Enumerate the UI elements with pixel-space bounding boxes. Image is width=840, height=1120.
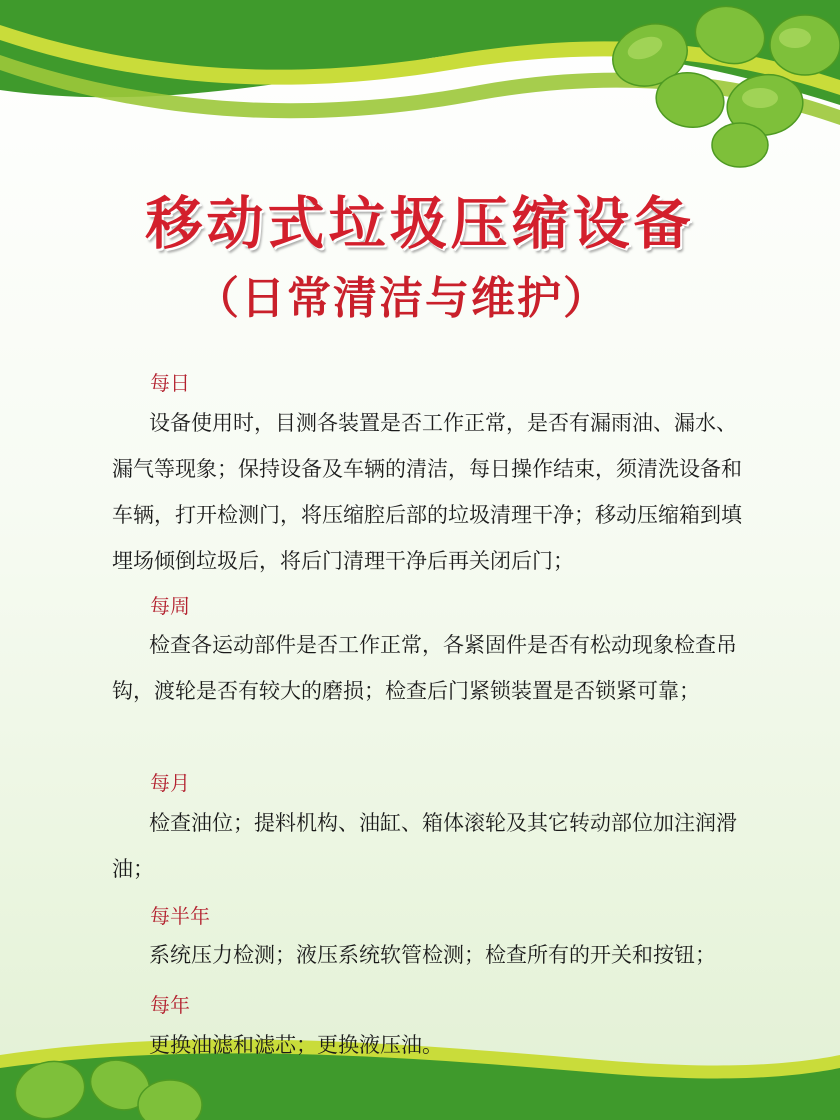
section-body-monthly: 检查油位；提料机构、油缸、箱体滚轮及其它转动部位加注润滑油； xyxy=(112,811,737,881)
section-body-yearly: 更换油滤和滤芯；更换液压油。 xyxy=(149,1033,443,1057)
section-heading-weekly: 每周 xyxy=(150,594,190,618)
page-title: 移动式垃圾压缩设备 xyxy=(145,191,695,257)
section-heading-daily: 每日 xyxy=(150,371,190,395)
section-heading-monthly: 每月 xyxy=(150,771,190,795)
section-body-semiannual: 系统压力检测；液压系统软管检测；检查所有的开关和按钮； xyxy=(149,943,716,967)
leaves-top-right-icon xyxy=(590,0,840,170)
section-body-daily: 设备使用时，目测各装置是否工作正常，是否有漏雨油、漏水、漏气等现象；保持设备及车辆的清洁，每日操作结束，须清洗设备和车辆，打开检测门，将压缩腔后部的垃圾清理干净；移动压缩箱到填埋场倾倒垃圾后，将后门清理干净后再关闭后门； xyxy=(112,411,742,573)
page-subtitle: （日常清洁与维护） xyxy=(195,273,609,324)
section-heading-yearly: 每年 xyxy=(150,993,190,1017)
section-heading-semiannual: 每半年 xyxy=(150,904,210,928)
section-body-weekly: 检查各运动部件是否工作正常，各紧固件是否有松动现象检查吊钩，渡轮是否有较大的磨损；检查后门紧锁装置是否锁紧可靠； xyxy=(112,633,737,703)
